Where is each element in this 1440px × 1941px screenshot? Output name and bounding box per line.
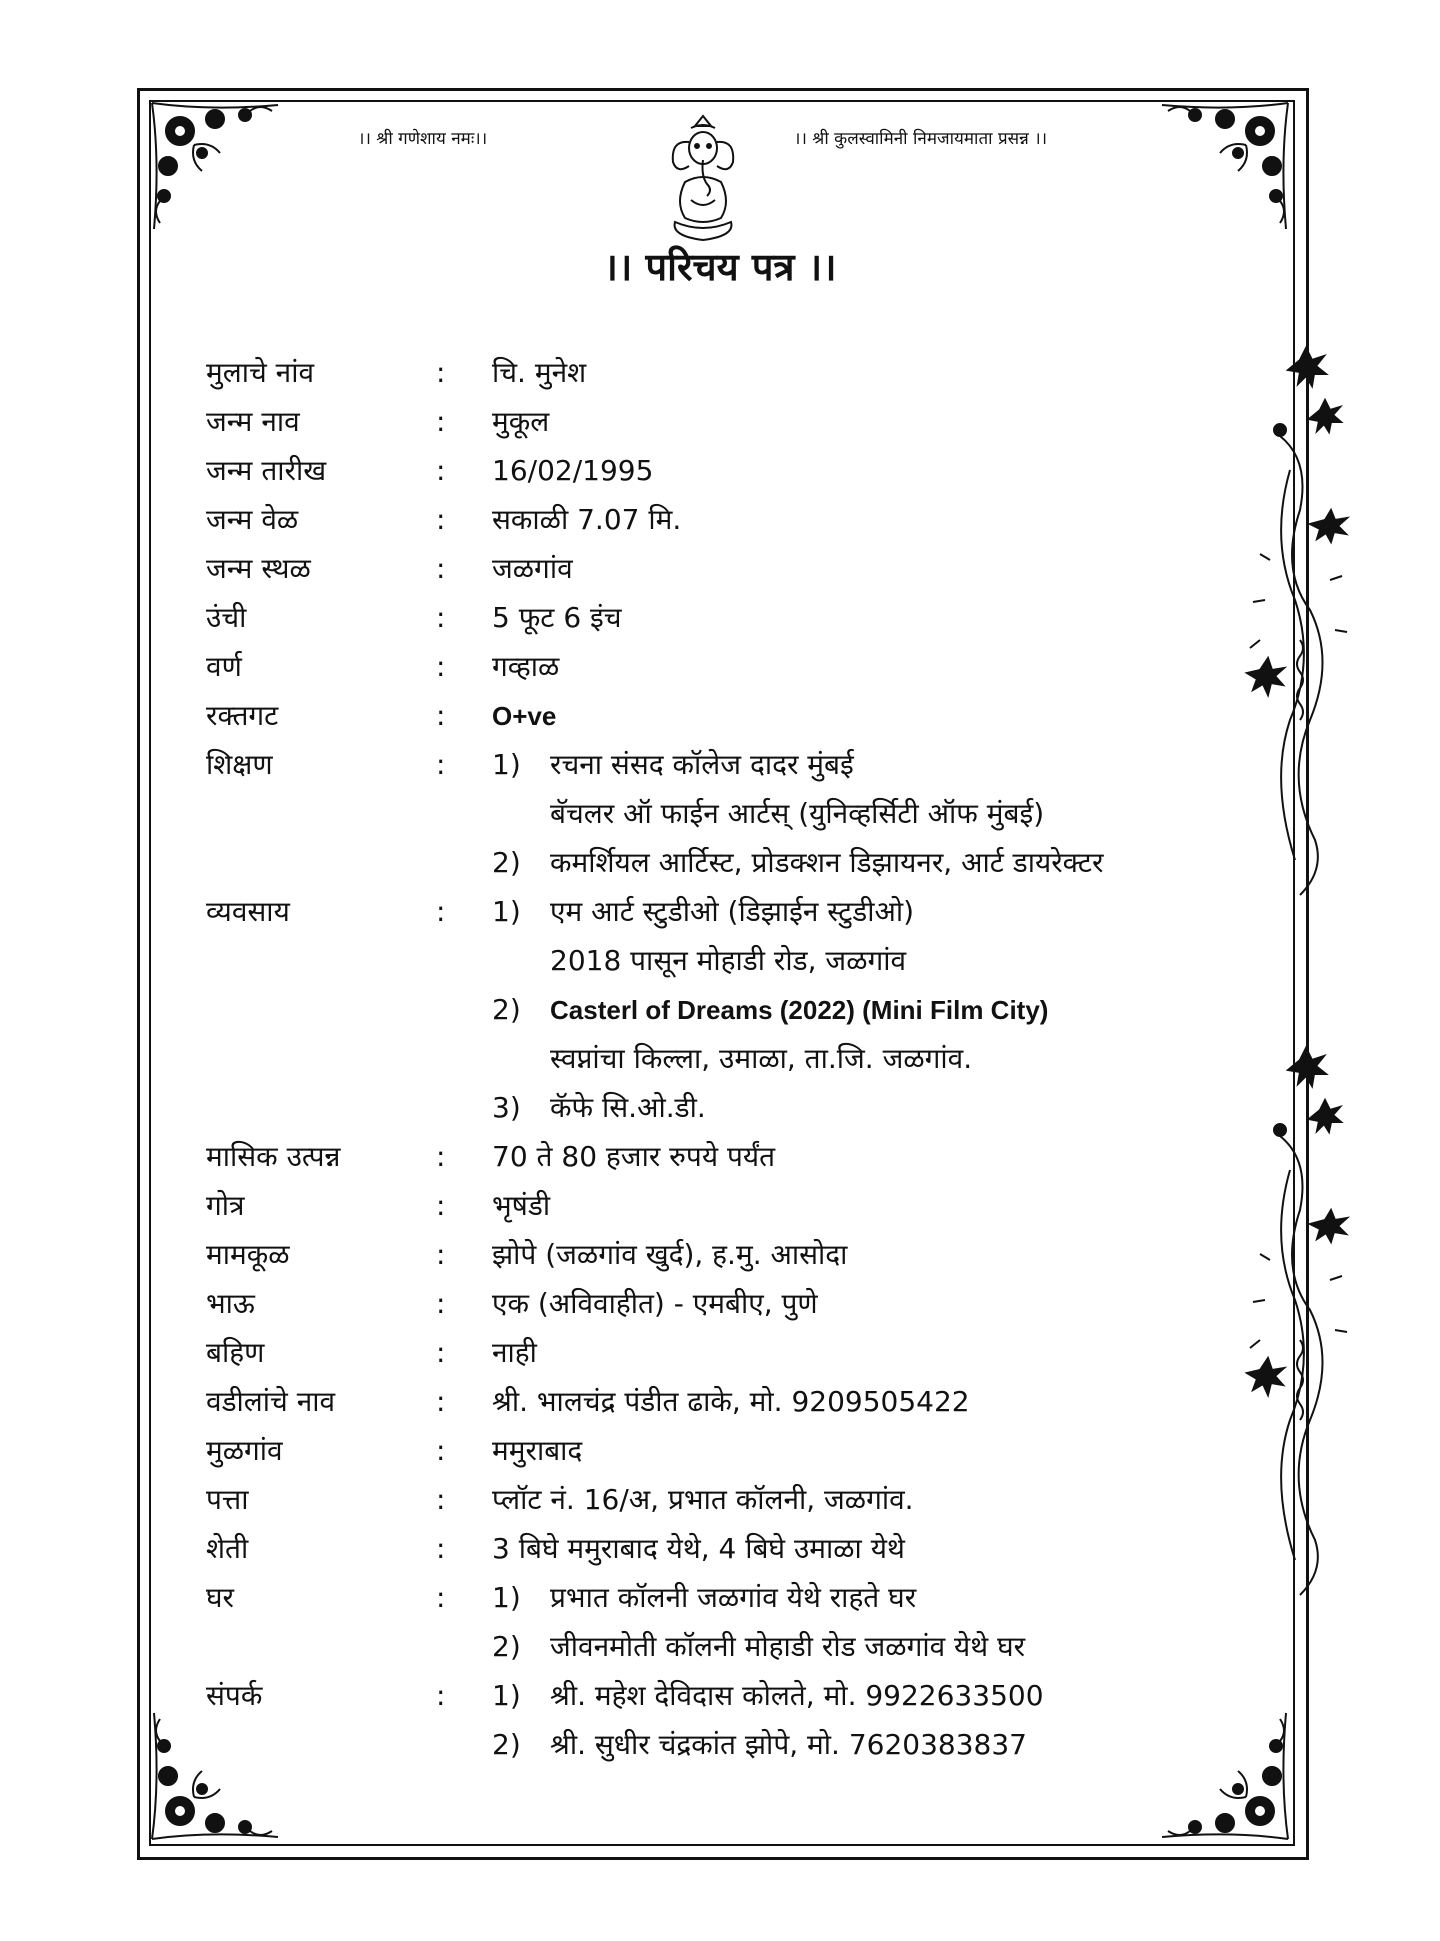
field-separator: :	[436, 1238, 446, 1271]
field-value: 5 फूट 6 इंच	[492, 601, 622, 634]
list-item-text: बॅचलर ऑ फाईन आर्टस् (युनिव्हर्सिटी ऑफ मुंबई)	[550, 797, 1045, 830]
field-label: वर्ण	[206, 650, 242, 683]
peacock-ornament-icon	[1240, 340, 1350, 900]
list-number: 1)	[492, 748, 521, 781]
list-item-text: एम आर्ट स्टुडीओ (डिझाईन स्टुडीओ)	[550, 895, 915, 928]
field-label: जन्म स्थळ	[206, 552, 311, 585]
list-number: 2)	[492, 1630, 521, 1663]
field-label: मुळगांव	[206, 1434, 283, 1467]
field-label: मासिक उत्पन्न	[206, 1140, 341, 1173]
ganesh-invocation: ।। श्री गणेशाय नमः।।	[358, 129, 488, 149]
field-separator: :	[436, 1385, 446, 1418]
field-separator: :	[436, 650, 446, 683]
list-number: 1)	[492, 1581, 521, 1614]
list-number: 2)	[492, 993, 521, 1026]
field-separator: :	[436, 1532, 446, 1565]
page-title: ।। परिचय पत्र ।।	[603, 245, 837, 289]
field-label: शिक्षण	[206, 748, 273, 781]
ganesh-icon	[665, 112, 741, 244]
field-separator: :	[436, 1336, 446, 1369]
field-label: पत्ता	[206, 1483, 249, 1516]
field-value: मुकूल	[492, 405, 550, 438]
field-separator: :	[436, 1581, 446, 1614]
peacock-ornament-icon	[1240, 1040, 1350, 1600]
field-label: संपर्क	[206, 1679, 263, 1712]
list-number: 2)	[492, 1728, 521, 1761]
list-item-text: श्री. महेश देविदास कोलते, मो. 9922633500	[550, 1679, 1044, 1712]
field-value: भृषंडी	[492, 1189, 551, 1222]
field-separator: :	[436, 895, 446, 928]
field-value: 16/02/1995	[492, 454, 654, 487]
field-label: मामकूळ	[206, 1238, 290, 1271]
field-value: O+ve	[492, 701, 557, 731]
field-value: ममुराबाद	[492, 1434, 583, 1467]
field-separator: :	[436, 1483, 446, 1516]
list-item-text: प्रभात कॉलनी जळगांव येथे राहते घर	[550, 1581, 917, 1614]
field-separator: :	[436, 405, 446, 438]
field-separator: :	[436, 1189, 446, 1222]
field-label: घर	[206, 1581, 235, 1614]
corner-ornament-icon	[150, 1711, 280, 1841]
field-value: एक (अविवाहीत) - एमबीए, पुणे	[492, 1287, 818, 1320]
corner-ornament-icon	[1160, 101, 1290, 231]
field-separator: :	[436, 454, 446, 487]
field-value: चि. मुनेश	[492, 356, 587, 389]
list-item-text: रचना संसद कॉलेज दादर मुंबई	[550, 748, 854, 781]
field-label: उंची	[206, 601, 247, 634]
field-value: जळगांव	[492, 552, 573, 585]
field-label: व्यवसाय	[206, 895, 290, 928]
list-number: 2)	[492, 846, 521, 879]
list-item-text: जीवनमोती कॉलनी मोहाडी रोड जळगांव येथे घर	[550, 1630, 1026, 1663]
list-item-text: 2018 पासून मोहाडी रोड, जळगांव	[550, 944, 907, 977]
field-value: गव्हाळ	[492, 650, 560, 683]
field-separator: :	[436, 601, 446, 634]
field-label: बहिण	[206, 1336, 265, 1369]
list-item-text: Casterl of Dreams (2022) (Mini Film City)	[550, 995, 1049, 1025]
field-separator: :	[436, 699, 446, 732]
field-value: 3 बिघे ममुराबाद येथे, 4 बिघे उमाळा येथे	[492, 1532, 905, 1565]
field-separator: :	[436, 1287, 446, 1320]
field-label: जन्म नाव	[206, 405, 300, 438]
field-label: रक्तगट	[206, 699, 279, 732]
field-label: भाऊ	[206, 1287, 255, 1320]
corner-ornament-icon	[1160, 1711, 1290, 1841]
field-label: जन्म तारीख	[206, 454, 327, 487]
field-separator: :	[436, 1140, 446, 1173]
field-value: नाही	[492, 1336, 537, 1369]
list-item-text: कॅफे सि.ओ.डी.	[550, 1091, 706, 1124]
field-label: शेती	[206, 1532, 249, 1565]
field-label: वडीलांचे नाव	[206, 1385, 336, 1418]
field-separator: :	[436, 1679, 446, 1712]
list-item-text: कमर्शियल आर्टिस्ट, प्रोडक्शन डिझायनर, आर्ट डायरेक्टर	[550, 846, 1104, 879]
list-number: 1)	[492, 1679, 521, 1712]
field-label: जन्म वेळ	[206, 503, 299, 536]
field-value: 70 ते 80 हजार रुपये पर्यंत	[492, 1140, 776, 1173]
field-value: प्लॉट नं. 16/अ, प्रभात कॉलनी, जळगांव.	[492, 1483, 914, 1516]
kuldevi-invocation: ।। श्री कुलस्वामिनी निमजायमाता प्रसन्न ।।	[794, 129, 1048, 149]
corner-ornament-icon	[150, 101, 280, 231]
field-separator: :	[436, 503, 446, 536]
list-number: 3)	[492, 1091, 521, 1124]
list-number: 1)	[492, 895, 521, 928]
list-item-text: स्वप्नांचा किल्ला, उमाळा, ता.जि. जळगांव.	[550, 1042, 973, 1075]
list-item-text: श्री. सुधीर चंद्रकांत झोपे, मो. 7620383837	[550, 1728, 1027, 1761]
field-value: झोपे (जळगांव खुर्द), ह.मु. आसोदा	[492, 1238, 848, 1271]
field-separator: :	[436, 356, 446, 389]
field-separator: :	[436, 748, 446, 781]
field-separator: :	[436, 1434, 446, 1467]
field-separator: :	[436, 552, 446, 585]
field-label: मुलाचे नांव	[206, 356, 315, 389]
field-value: सकाळी 7.07 मि.	[492, 503, 682, 536]
field-value: श्री. भालचंद्र पंडीत ढाके, मो. 9209505422	[492, 1385, 970, 1418]
field-label: गोत्र	[206, 1189, 245, 1222]
